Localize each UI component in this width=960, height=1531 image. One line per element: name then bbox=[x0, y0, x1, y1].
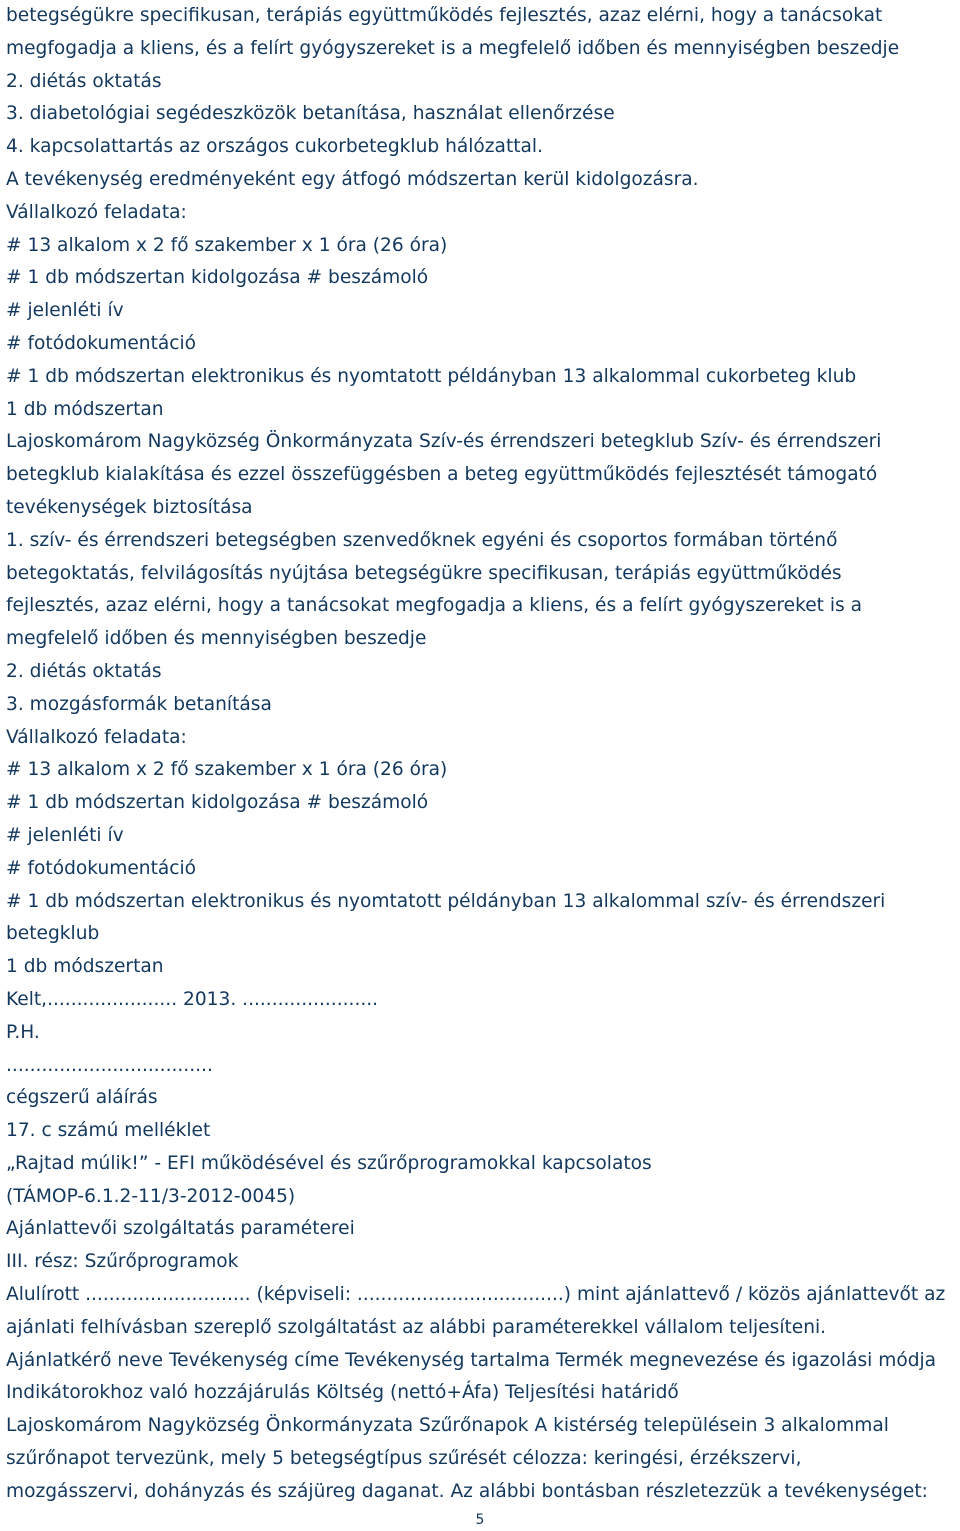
text-line: megfogadja a kliens, és a felírt gyógyszereket is a megfelelő időben és mennyiségben beszedje bbox=[6, 37, 900, 59]
text-line: P.H. bbox=[6, 1021, 40, 1043]
text-line: szűrőnapot tervezünk, mely 5 betegségtípus szűrését célozza: keringési, érzékszervi, bbox=[6, 1448, 802, 1470]
text-line: Lajoskomárom Nagyközség Önkormányzata Szűrőnapok A kistérség településein 3 alkalommal bbox=[6, 1415, 889, 1437]
text-line: 3. diabetológiai segédeszközök betanítása, használat ellenőrzése bbox=[6, 103, 615, 125]
text-line: ajánlati felhívásban szereplő szolgáltatást az alábbi paraméterekkel vállalom teljesíteni. bbox=[6, 1316, 827, 1338]
text-line: (TÁMOP-6.1.2-11/3-2012-0045) bbox=[6, 1185, 296, 1207]
text-line: Ajánlattevői szolgáltatás paraméterei bbox=[6, 1218, 355, 1240]
text-line: A tevékenység eredményeként egy átfogó módszertan kerül kidolgozásra. bbox=[6, 168, 699, 190]
text-line: tevékenységek biztosítása bbox=[6, 496, 253, 518]
text-line: # 13 alkalom x 2 fő szakember x 1 óra (26 óra) bbox=[6, 759, 448, 781]
text-line: betegklub kialakítása és ezzel összefüggésben a beteg együttműködés fejlesztését támogató bbox=[6, 464, 878, 486]
document-body bbox=[6, 0, 956, 1509]
text-line: megfelelő időben és mennyiségben beszedje bbox=[6, 628, 427, 650]
text-line: # 1 db módszertan kidolgozása # beszámoló bbox=[6, 792, 429, 814]
text-line: # 13 alkalom x 2 fő szakember x 1 óra (26 óra) bbox=[6, 234, 448, 256]
text-line: Ajánlatkérő neve Tevékenység címe Tevékenység tartalma Termék megnevezése és igazolási módja bbox=[6, 1349, 937, 1371]
text-line: 17. c számú melléklet bbox=[6, 1120, 211, 1142]
text-line: betegoktatás, felvilágosítás nyújtása betegségükre specifikusan, terápiás együttműködés bbox=[6, 562, 842, 584]
text-line: # fotódokumentáció bbox=[6, 857, 197, 879]
text-line: # jelenléti ív bbox=[6, 824, 124, 846]
text-line: # 1 db módszertan elektronikus és nyomtatott példányban 13 alkalommal cukorbeteg klub bbox=[6, 365, 857, 387]
text-line: 1. szív- és érrendszeri betegségben szenvedőknek egyéni és csoportos formában történő bbox=[6, 529, 838, 551]
text-line: Vállalkozó feladata: bbox=[6, 201, 187, 223]
text-line: 2. diétás oktatás bbox=[6, 70, 162, 92]
text-line: cégszerű aláírás bbox=[6, 1087, 158, 1109]
text-line: Lajoskomárom Nagyközség Önkormányzata Szív-és érrendszeri betegklub Szív- és érrendszeri bbox=[6, 431, 882, 453]
text-line: betegklub bbox=[6, 923, 100, 945]
text-line: Alulírott ............................ (képviseli: ...................................) mint ajánlattevő / közös ajánlattevőt az bbox=[6, 1284, 946, 1306]
text-line: 4. kapcsolattartás az országos cukorbetegklub hálózattal. bbox=[6, 136, 544, 158]
text-line: # 1 db módszertan kidolgozása # beszámoló bbox=[6, 267, 429, 289]
text-line: # 1 db módszertan elektronikus és nyomtatott példányban 13 alkalommal szív- és érrendszeri bbox=[6, 890, 886, 912]
text-line: fejlesztés, azaz elérni, hogy a tanácsokat megfogadja a kliens, és a felírt gyógyszereket is a bbox=[6, 595, 863, 617]
text-line: 3. mozgásformák betanítása bbox=[6, 693, 272, 715]
text-line: „Rajtad múlik!” - EFI működésével és szűrőprogramokkal kapcsolatos bbox=[6, 1152, 652, 1174]
text-line: 1 db módszertan bbox=[6, 398, 164, 420]
text-line: 1 db módszertan bbox=[6, 956, 164, 978]
text-line: ................................... bbox=[6, 1054, 213, 1076]
text-line: # fotódokumentáció bbox=[6, 332, 197, 354]
text-line: III. rész: Szűrőprogramok bbox=[6, 1251, 239, 1273]
text-line: # jelenléti ív bbox=[6, 300, 124, 322]
text-line: Vállalkozó feladata: bbox=[6, 726, 187, 748]
text-line: mozgásszervi, dohányzás és szájüreg daganat. Az alábbi bontásban részletezzük a tevékenységet: bbox=[6, 1480, 928, 1502]
text-line: Kelt,...................... 2013. ....................... bbox=[6, 988, 379, 1010]
text-line: 2. diétás oktatás bbox=[6, 660, 162, 682]
text-line: betegségükre specifikusan, terápiás együttműködés fejlesztés, azaz elérni, hogy a tanácsokat bbox=[6, 5, 883, 26]
page-number: 5 bbox=[475, 1512, 485, 1528]
text-line: Indikátorokhoz való hozzájárulás Költség (nettó+Áfa) Teljesítési határidő bbox=[6, 1382, 679, 1404]
